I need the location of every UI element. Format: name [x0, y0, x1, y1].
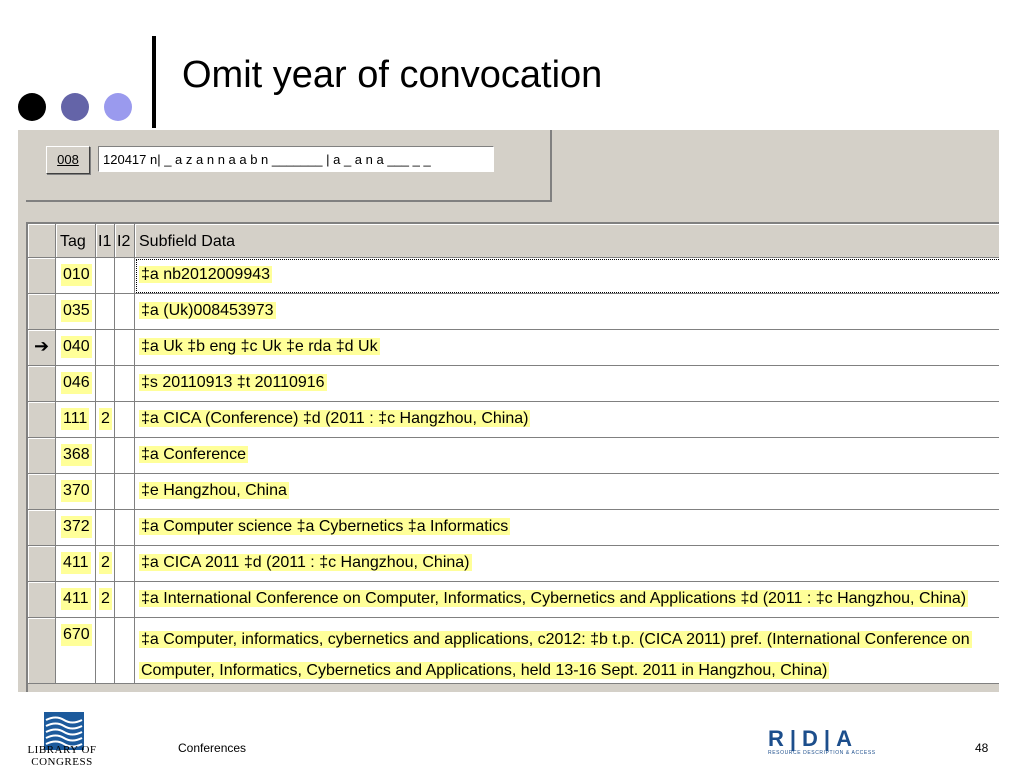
tag-cell-text: 111 [61, 408, 89, 430]
subfield-data-cell[interactable] [135, 618, 999, 684]
tag-cell[interactable] [56, 546, 96, 582]
indicator2-cell[interactable] [115, 546, 135, 582]
row-selector[interactable] [28, 474, 56, 510]
tag-cell-text: 368 [61, 444, 92, 466]
subfield-data-value: ‡a Computer, informatics, cybernetics and applications, c2012: ‡b t.p. (CICA 2011) pref. (International Conference on Computer, Informatics, Cybernetics and Applications, held 13-16 Sept. 2011 in Hangzhou, China) [141, 631, 970, 679]
dot-black [18, 93, 46, 121]
tag-cell[interactable] [56, 258, 96, 294]
title-divider [152, 36, 156, 128]
subfield-data-text [139, 444, 248, 466]
tag-cell-text: 372 [61, 516, 92, 538]
rda-subtitle: RESOURCE DESCRIPTION & ACCESS [768, 750, 876, 756]
header-selector [28, 224, 56, 258]
indicator2-cell[interactable] [115, 402, 135, 438]
subfield-data-text [139, 588, 968, 610]
indicator1-cell-text: 2 [99, 408, 112, 430]
subfield-data-text [139, 300, 276, 322]
header-subfield-data[interactable]: Subfield Data [135, 224, 999, 258]
row-selector[interactable] [28, 438, 56, 474]
subfield-data-cell[interactable] [135, 510, 999, 546]
tag-cell[interactable] [56, 438, 96, 474]
subfield-data-value: ‡a Conference [141, 446, 246, 463]
field-row[interactable] [28, 546, 999, 582]
field-row[interactable] [28, 330, 999, 366]
indicator1-cell[interactable] [96, 510, 115, 546]
subfield-data-value: ‡a International Conference on Computer, Informatics, Cybernetics and Applications ‡d (2011 : ‡c Hangzhou, China) [141, 590, 967, 607]
indicator2-cell[interactable] [115, 438, 135, 474]
loc-line-2: CONGRESS [31, 756, 93, 768]
field-row[interactable] [28, 294, 999, 330]
indicator1-cell-text: 2 [99, 552, 112, 574]
indicator2-cell[interactable] [115, 258, 135, 294]
tag-cell-text: 046 [61, 372, 92, 394]
tag-cell-text: 010 [61, 264, 92, 286]
indicator1-cell[interactable] [96, 294, 115, 330]
indicator2-cell[interactable] [115, 474, 135, 510]
subfield-data-value: ‡a CICA 2011 ‡d (2011 : ‡c Hangzhou, China) [141, 554, 470, 571]
tag-cell[interactable] [56, 294, 96, 330]
subfield-data-value: ‡e Hangzhou, China [141, 482, 287, 499]
indicator2-cell[interactable] [115, 294, 135, 330]
row-selector[interactable] [28, 330, 56, 366]
header-i1[interactable]: I1 [96, 224, 115, 258]
indicator1-cell[interactable] [96, 330, 115, 366]
tag-cell-text: 411 [61, 552, 91, 574]
indicator2-cell[interactable] [115, 330, 135, 366]
indicator1-cell[interactable] [96, 366, 115, 402]
tag-cell[interactable] [56, 510, 96, 546]
subfield-data-text [139, 372, 327, 394]
indicator1-cell[interactable] [96, 546, 115, 582]
fixed-field-008-button[interactable]: 008 [46, 146, 90, 174]
page-number: 48 [975, 741, 989, 755]
row-selector[interactable] [28, 582, 56, 618]
subfield-data-value: ‡s 20110913 ‡t 20110916 [141, 374, 325, 391]
tag-cell-text: 411 [61, 588, 91, 610]
subfield-data-cell[interactable] [135, 474, 999, 510]
tag-cell-text: 670 [61, 624, 92, 646]
subfield-data-cell[interactable] [135, 402, 999, 438]
field-row[interactable] [28, 618, 999, 684]
subfield-data-text [139, 516, 510, 538]
subfield-data-cell[interactable] [135, 546, 999, 582]
subfield-data-value: ‡a CICA (Conference) ‡d (2011 : ‡c Hangzhou, China) [141, 410, 529, 427]
subfield-data-value: ‡a Uk ‡b eng ‡c Uk ‡e rda ‡d Uk [141, 338, 378, 355]
dot-purple [61, 93, 89, 121]
row-selector[interactable] [28, 546, 56, 582]
fixed-field-panel [26, 130, 552, 202]
indicator2-cell[interactable] [115, 366, 135, 402]
subfield-data-cell[interactable] [135, 294, 999, 330]
indicator1-cell[interactable] [96, 618, 115, 684]
loc-line-1: LIBRARY OF [27, 744, 97, 756]
footer-label: Conferences [178, 741, 247, 755]
row-selector[interactable] [28, 258, 56, 294]
rda-logo [768, 726, 876, 756]
current-row-arrow-icon: ➔ [33, 336, 50, 356]
subfield-data-cell[interactable] [135, 366, 999, 402]
tag-cell[interactable] [56, 330, 96, 366]
subfield-data-cell[interactable] [135, 258, 999, 294]
tag-cell-text: 040 [61, 336, 92, 358]
tag-cell-text: 370 [61, 480, 92, 502]
fixed-field-008-value[interactable]: 120417 n| _ a z a n n a a b n _______ | a _ a n a ___ _ _ [98, 146, 494, 172]
row-selector[interactable] [28, 402, 56, 438]
header-i2[interactable]: I2 [115, 224, 135, 258]
variable-fields-grid [26, 222, 999, 692]
tag-cell[interactable] [56, 402, 96, 438]
library-of-congress-wordmark [22, 744, 102, 768]
field-row[interactable] [28, 258, 999, 294]
indicator1-cell[interactable] [96, 438, 115, 474]
indicator2-cell[interactable] [115, 582, 135, 618]
indicator2-cell[interactable] [115, 510, 135, 546]
field-row[interactable] [28, 474, 999, 510]
tag-cell[interactable] [56, 366, 96, 402]
marc-editor-window [18, 130, 999, 692]
subfield-data-text [139, 336, 380, 358]
tag-cell[interactable] [56, 618, 96, 684]
rda-letters: R|D|A [768, 726, 858, 751]
subfield-data-value: ‡a Computer science ‡a Cybernetics ‡a Informatics [141, 518, 509, 535]
subfield-data-value: ‡a nb2012009943 [141, 266, 271, 283]
row-selector[interactable] [28, 618, 56, 684]
dot-lavender [104, 93, 132, 121]
indicator1-cell[interactable] [96, 402, 115, 438]
tag-cell[interactable] [56, 582, 96, 618]
field-row[interactable] [28, 438, 999, 474]
header-tag[interactable]: Tag [56, 224, 96, 258]
indicator1-cell[interactable] [96, 582, 115, 618]
indicator1-cell[interactable] [96, 474, 115, 510]
subfield-data-text [139, 408, 530, 430]
indicator1-cell-text: 2 [99, 588, 112, 610]
field-row[interactable] [28, 510, 999, 546]
row-selector[interactable] [28, 366, 56, 402]
row-selector[interactable] [28, 294, 56, 330]
subfield-data-cell[interactable] [135, 438, 999, 474]
field-row[interactable] [28, 402, 999, 438]
tag-cell[interactable] [56, 474, 96, 510]
subfield-data-value: ‡a (Uk)008453973 [141, 302, 274, 319]
tag-cell-text: 035 [61, 300, 92, 322]
indicator2-cell[interactable] [115, 618, 135, 684]
field-row[interactable] [28, 366, 999, 402]
field-row[interactable] [28, 582, 999, 618]
subfield-data-text [139, 264, 272, 286]
subfield-data-cell[interactable] [135, 582, 999, 618]
indicator1-cell[interactable] [96, 258, 115, 294]
row-selector[interactable] [28, 510, 56, 546]
subfield-data-text [139, 552, 472, 574]
slide-title: Omit year of convocation [182, 54, 603, 96]
subfield-data-text [139, 624, 999, 686]
subfield-data-cell[interactable] [135, 330, 999, 366]
subfield-data-text [139, 480, 289, 502]
